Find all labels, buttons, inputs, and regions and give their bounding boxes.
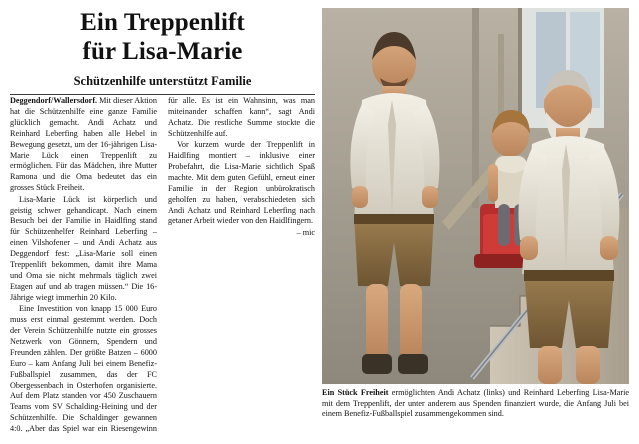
article-body xyxy=(10,96,315,440)
byline: – mic xyxy=(296,227,315,237)
headline-block xyxy=(10,10,315,95)
caption-lead: Ein Stück Freiheit xyxy=(322,388,389,397)
page-title-line1: Ein Treppenlift xyxy=(80,9,245,36)
caption-text: ermöglichten Andi Achatz (links) und Reinhard Leberfing Lisa-Marie mit dem Treppenlift, der unter anderem aus Spenden finanziert wurde, die Anfang Juli bei einem Benefiz-Fußballspiel zusammengekommen sind. xyxy=(322,388,629,418)
subheadline: Schützenhilfe unterstützt Familie xyxy=(73,74,252,88)
divider-rule xyxy=(10,94,315,95)
photo-caption xyxy=(322,388,629,420)
photo-illustration xyxy=(322,8,629,384)
dateline: Deggendorf/Wallersdorf. xyxy=(10,96,98,105)
paragraph-4: Vor kurzem wurde der Treppenlift in Haidlfing montiert – inklusive einer Probefahrt, die Lisa-Marie sichtlich Spaß machte. Mit dem guten Gefühl, erneut einer Familie in der Region unbürokratisch geholfen zu haben, verabschiedeten sich Andi Achatz und Reinhard Leberfing nach getaner Arbeit wieder von den Haidlfingern. xyxy=(168,140,315,226)
page-title-line2: für Lisa-Marie xyxy=(82,37,243,65)
paragraph-1-text: Mit dieser Aktion hat die Schützenhilfe eine ganze Familie glücklich gemacht. Andi Achatz und Reinhard Leberfing haben alle Hebel in Bewegung gesetzt, um der 16-jährigen Lisa-Marie Lück einen Treppenlift zu ermöglichen. Für das Mädchen, ihre Mutter Ramona und die Oma bedeutet das ein grosses Stück Freiheit. xyxy=(10,96,157,193)
article-photo xyxy=(322,8,629,384)
paragraph-1 xyxy=(10,96,157,194)
paragraph-2: Lisa-Marie Lück ist körperlich und geistig schwer gehandicapt. Nach einem Besuch bei der Familie in Haidlfing stand für Schützenhelfer Reinhard Leberfing – einen Vilshofener – und Andi Achatz aus Deggendorf fest: „Lisa-Marie soll einen Treppenlift bekommen, damit ihre Mama und Oma sie nicht mehrmals täglich zwei Etagen auf und ab tragen müssen.“ Die 16-Jährige wiegt immerhin 20 Kilo. xyxy=(10,194,157,302)
paragraph-3: Eine Investition von knapp 15 000 Euro muss erst einmal gestemmt werden. Doch der Verein Schützenhilfe nutzte ein grosses Netzwerk von Gönnern, Spendern und Freunden zählen. Der größte Batzen – 6000 Euro – kam Anfang Juli bei einem Benefiz-Fußballspiel zusammen, das der FC Obergessenbach in Osterhofen organisierte. Auf dem Platz standen vor 450 Zuschauern Teams vom SV Schalding-Heining und der Schützenhilfe. Die Schaldinger gewannen 4:0. „Aber das Spiel war ein Riesengewinn für alle. Es ist ein Wahnsinn, was man miteinander schaffen kann“, sagt Andi Achatz. Die restliche Summe stockte die Schützenhilfe auf. xyxy=(10,96,315,434)
